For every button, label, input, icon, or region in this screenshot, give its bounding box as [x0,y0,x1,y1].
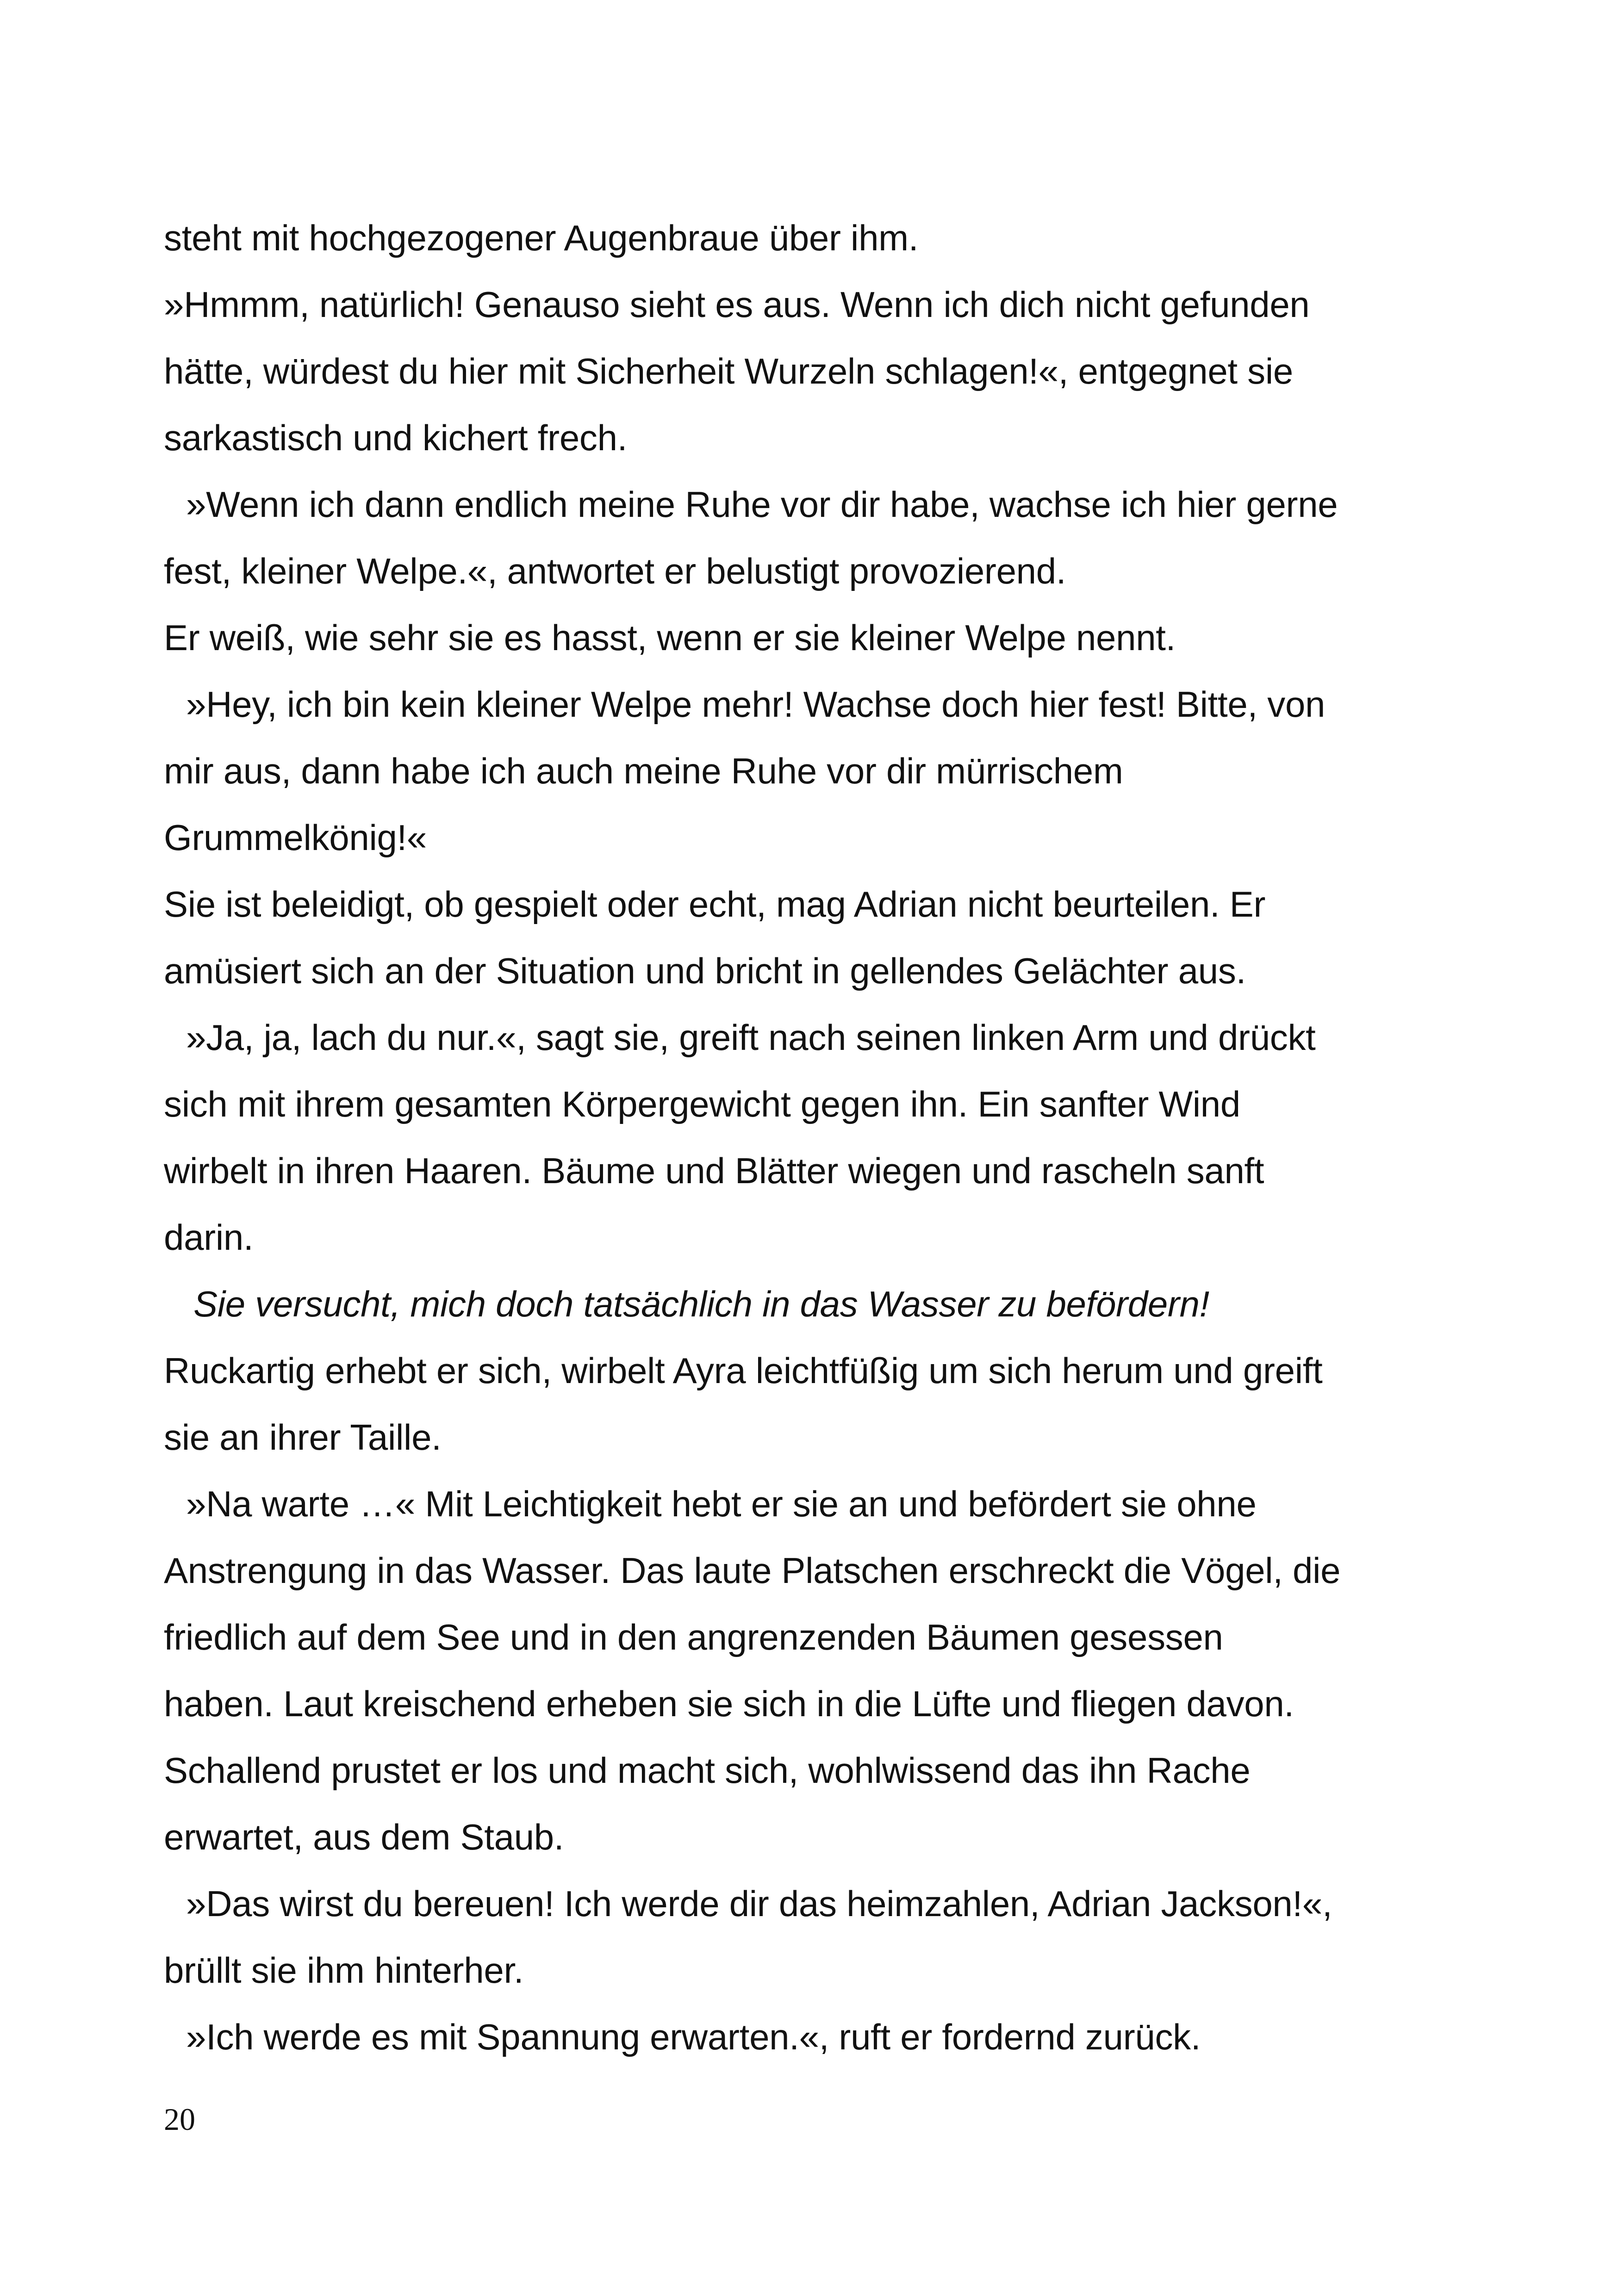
text-line: Anstrengung in das Wasser. Das laute Platschen erschreckt die Vögel, die [164,1550,1341,1591]
text-line: »Das wirst du bereuen! Ich werde dir das heimzahlen, Adrian Jackson!«, [186,1883,1332,1924]
text-line: brüllt sie ihm hinterher. [164,1950,524,1991]
italic-thought-line: Sie versucht, mich doch tatsächlich in das Wasser zu befördern! [193,1284,1210,1324]
text-line: darin. [164,1217,254,1258]
text-line: Ruckartig erhebt er sich, wirbelt Ayra leichtfüßig um sich herum und greift [164,1350,1323,1391]
text-line: »Hmmm, natürlich! Genauso sieht es aus. Wenn ich dich nicht gefunden [164,284,1310,325]
text-line: Grummelkönig!« [164,817,427,858]
text-line: Sie ist beleidigt, ob gespielt oder echt, mag Adrian nicht beurteilen. Er [164,884,1266,925]
text-line: haben. Laut kreischend erheben sie sich in die Lüfte und fliegen davon. [164,1683,1294,1724]
text-line: sie an ihrer Taille. [164,1417,442,1458]
text-line: »Na warte …« Mit Leichtigkeit hebt er sie an und befördert sie ohne [186,1483,1257,1524]
text-line: wirbelt in ihren Haaren. Bäume und Blätter wiegen und rascheln sanft [164,1150,1264,1191]
text-line: hätte, würdest du hier mit Sicherheit Wurzeln schlagen!«, entgegnet sie [164,351,1293,391]
text-line: »Ja, ja, lach du nur.«, sagt sie, greift nach seinen linken Arm und drückt [186,1017,1316,1058]
text-line: Schallend prustet er los und macht sich, wohlwissend das ihn Rache [164,1750,1251,1791]
text-line: sich mit ihrem gesamten Körpergewicht gegen ihn. Ein sanfter Wind [164,1084,1240,1124]
text-line: »Hey, ich bin kein kleiner Welpe mehr! Wachse doch hier fest! Bitte, von [186,684,1326,725]
text-line: mir aus, dann habe ich auch meine Ruhe vor dir mürrischem [164,751,1123,791]
text-line: erwartet, aus dem Staub. [164,1817,564,1857]
text-line: »Ich werde es mit Spannung erwarten.«, ruft er fordernd zurück. [186,2017,1201,2057]
text-line: »Wenn ich dann endlich meine Ruhe vor dir habe, wachse ich hier gerne [186,484,1338,525]
text-line: Er weiß, wie sehr sie es hasst, wenn er sie kleiner Welpe nennt. [164,617,1176,658]
text-line: amüsiert sich an der Situation und bricht in gellendes Gelächter aus. [164,950,1246,991]
body-text [164,205,1460,2070]
text-line: sarkastisch und kichert frech. [164,417,628,458]
text-line: steht mit hochgezogener Augenbraue über ihm. [164,217,919,258]
text-line: fest, kleiner Welpe.«, antwortet er belustigt provozierend. [164,551,1066,591]
text-line: friedlich auf dem See und in den angrenzenden Bäumen gesessen [164,1617,1223,1657]
page-number: 20 [164,2102,195,2137]
